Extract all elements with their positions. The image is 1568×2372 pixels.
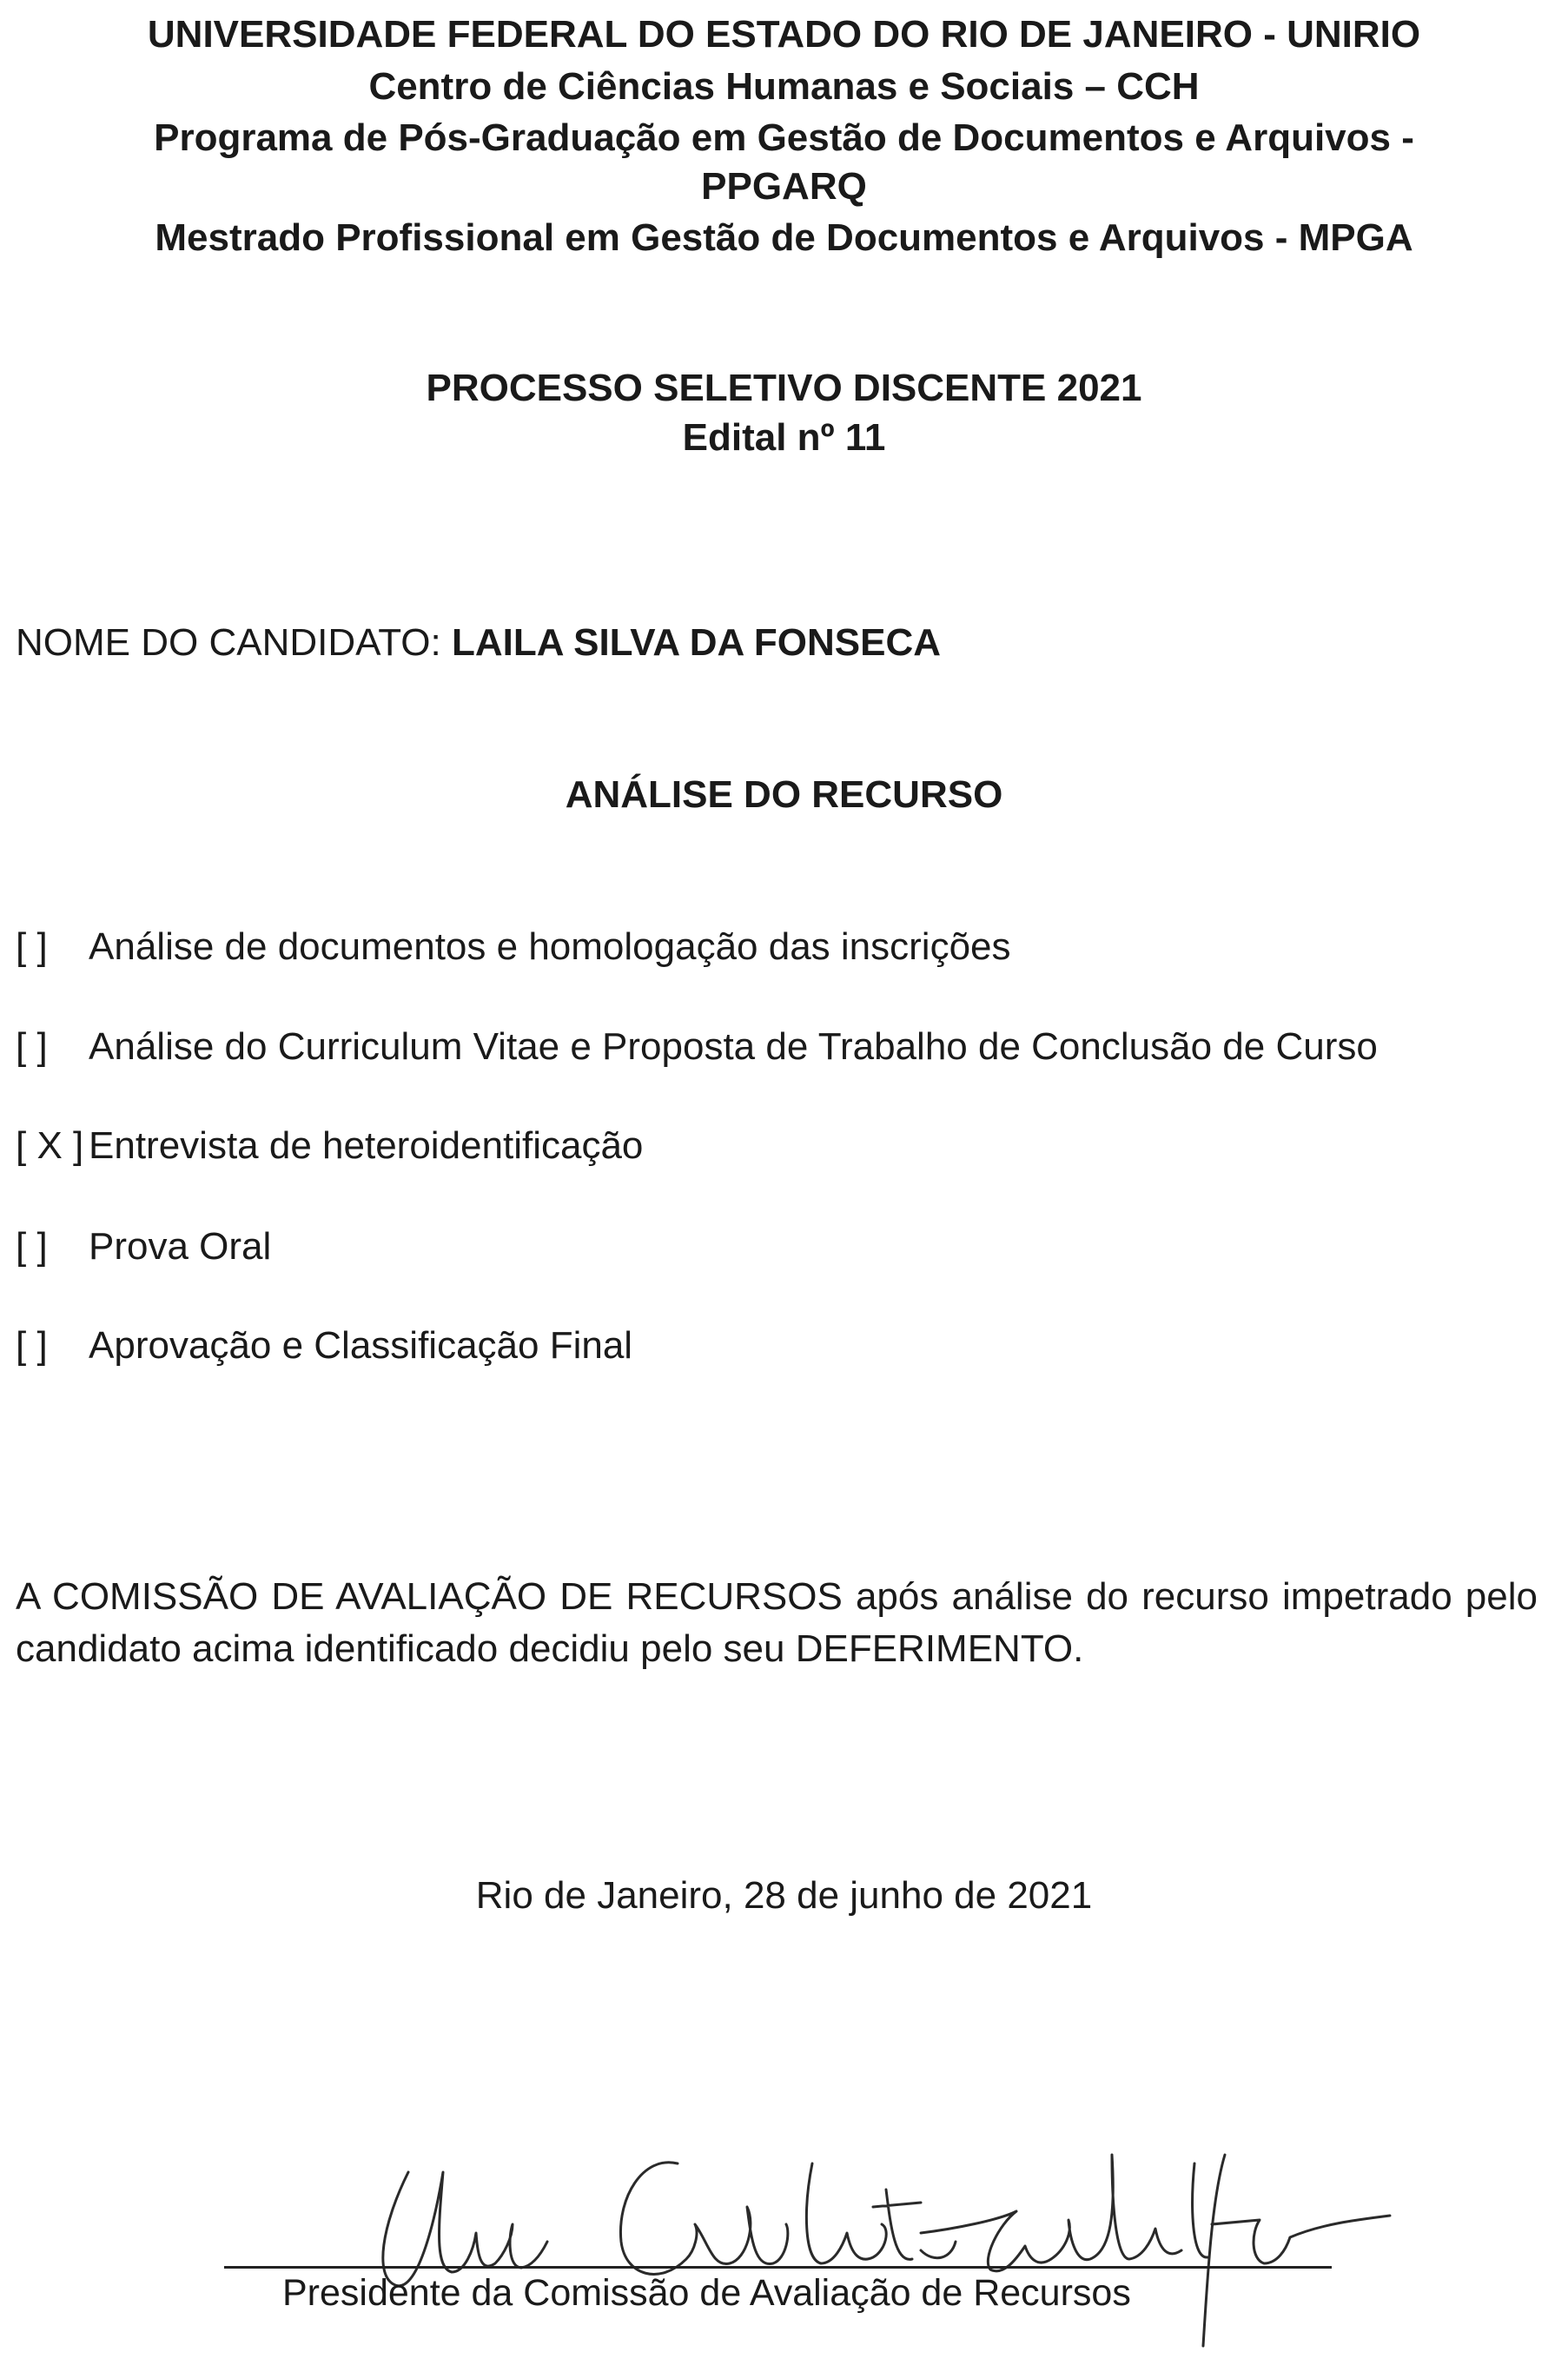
header-masters: Mestrado Profissional em Gestão de Documentos e Arquivos - MPGA (155, 216, 1413, 259)
option-label: Análise do Curriculum Vitae e Proposta de Trabalho de Conclusão de Curso (89, 1025, 1378, 1068)
option-checkbox: [ ] (16, 1225, 48, 1268)
option-checkbox: [ ] (16, 1025, 48, 1068)
option-label: Análise de documentos e homologação das inscrições (89, 925, 1011, 968)
header-university: UNIVERSIDADE FEDERAL DO ESTADO DO RIO DE JANEIRO - UNIRIO (147, 13, 1421, 56)
decision-paragraph: A COMISSÃO DE AVALIAÇÃO DE RECURSOS após análise do recurso impetrado pelo candidato acima identificado decidiu pelo seu DEFERIMENTO. (16, 1575, 1538, 1670)
process-title: PROCESSO SELETIVO DISCENTE 2021 (426, 367, 1142, 409)
signature-line (224, 2266, 1332, 2269)
header-program-acronym: PPGARQ (701, 165, 867, 208)
candidate-name: LAILA SILVA DA FONSECA (451, 621, 942, 664)
date-line: Rio de Janeiro, 28 de junho de 2021 (475, 1874, 1093, 1917)
signature-role: Presidente da Comissão de Avaliação de Recursos (282, 2272, 1131, 2314)
option-label: Aprovação e Classificação Final (89, 1324, 633, 1367)
option-label: Prova Oral (89, 1225, 272, 1268)
edital-number: Edital nº 11 (682, 416, 886, 459)
option-checkbox: [ ] (16, 925, 48, 968)
candidate-label: NOME DO CANDIDATO: (16, 621, 441, 664)
option-label: Entrevista de heteroidentificação (89, 1124, 644, 1167)
option-checkbox-checked: [ X ] (16, 1124, 84, 1167)
section-title: ANÁLISE DO RECURSO (565, 773, 1003, 816)
header-center: Centro de Ciências Humanas e Sociais – CCH (368, 65, 1200, 108)
option-checkbox: [ ] (16, 1324, 48, 1367)
header-program: Programa de Pós-Graduação em Gestão de Documentos e Arquivos - (154, 116, 1414, 159)
